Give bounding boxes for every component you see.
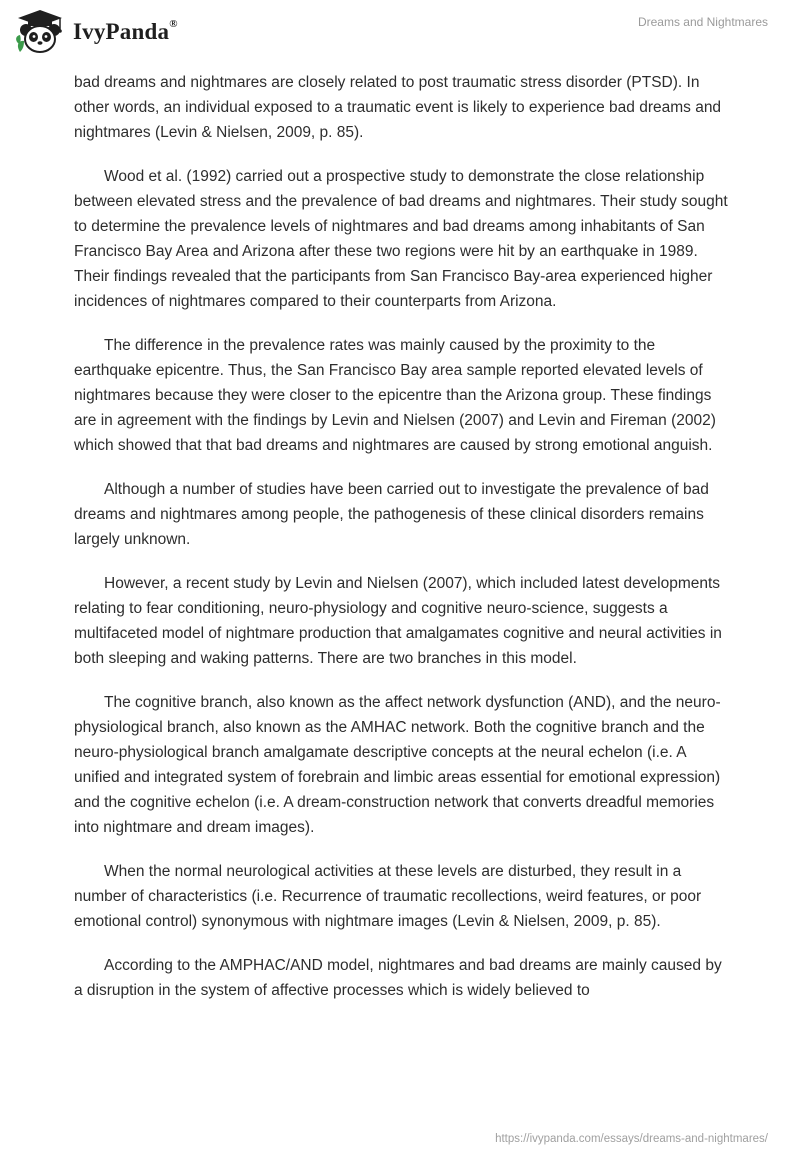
brand-name bbox=[73, 19, 178, 45]
paragraph: bad dreams and nightmares are closely related to post traumatic stress disorder (PTSD). In other words, an individual exposed to a traumatic event is likely to experience bad dreams and nightmares (Levin & Nielsen, 2009, p. 85). bbox=[74, 74, 722, 141]
registered-mark: ® bbox=[169, 18, 178, 31]
document-title: Dreams and Nightmares bbox=[637, 15, 768, 29]
paragraph: According to the AMPHAC/AND model, nightmares and bad dreams are mainly caused by a disruption in the system of affective processes which is widely believed to bbox=[74, 957, 722, 999]
paragraph: Wood et al. (1992) carried out a prospective study to demonstrate the close relationship between elevated stress and the prevalence of bad dreams and nightmares. Their study sought to determine the prevalence levels of nightmares and bad dreams among inhabitants of San Francisco Bay Area and Arizona after these two regions were hit by an earthquake in 1989. Their findings revealed that the participants from San Francisco Bay-area experienced higher incidences of nightmares compared to their counterparts from Arizona. bbox=[74, 168, 728, 310]
paragraph: The difference in the prevalence rates was mainly caused by the proximity to the earthquake epicentre. Thus, the San Francisco Bay area sample reported elevated levels of nightmares because they were closer to the epicentre than the Arizona group. These findings are in agreement with the findings by Levin and Nielsen (2007) and Levin and Fireman (2002) which showed that that bad dreams and nightmares are caused by strong emotional anguish. bbox=[74, 337, 716, 454]
essay-body bbox=[74, 70, 730, 1022]
paragraph: However, a recent study by Levin and Nielsen (2007), which included latest developments relating to fear conditioning, neuro-physiology and cognitive neuro-science, suggests a multifaceted model of nightmare production that amalgamates cognitive and neural activities in both sleeping and waking patterns. There are two branches in this model. bbox=[74, 575, 722, 667]
source-url[interactable]: https://ivypanda.com/essays/dreams-and-nightmares/ bbox=[495, 1133, 768, 1145]
paragraph: When the normal neurological activities at these levels are disturbed, they result in a number of characteristics (i.e. Recurrence of traumatic recollections, weird features, or poor emotional control) synonymous with nightmare images (Levin & Nielsen, 2009, p. 85). bbox=[74, 863, 702, 930]
paragraph: Although a number of studies have been carried out to investigate the prevalence of bad dreams and nightmares among people, the pathogenesis of these clinical disorders remains largely unknown. bbox=[74, 481, 709, 548]
ivypanda-logo[interactable] bbox=[14, 8, 178, 56]
brand-text: IvyPanda bbox=[73, 19, 170, 44]
paragraph: The cognitive branch, also known as the affect network dysfunction (AND), and the neuro-physiological branch, also known as the AMHAC network. Both the cognitive branch and the neuro-physiological branch amalgamate descriptive concepts at the neural echelon (i.e. A unified and integrated system of forebrain and limbic areas essential for emotional expression) and the cognitive echelon (i.e. A dream-construction network that converts dreadful memories into nightmare and dream images). bbox=[74, 694, 721, 836]
panda-graduate-icon bbox=[14, 8, 66, 56]
page-header bbox=[0, 0, 800, 60]
